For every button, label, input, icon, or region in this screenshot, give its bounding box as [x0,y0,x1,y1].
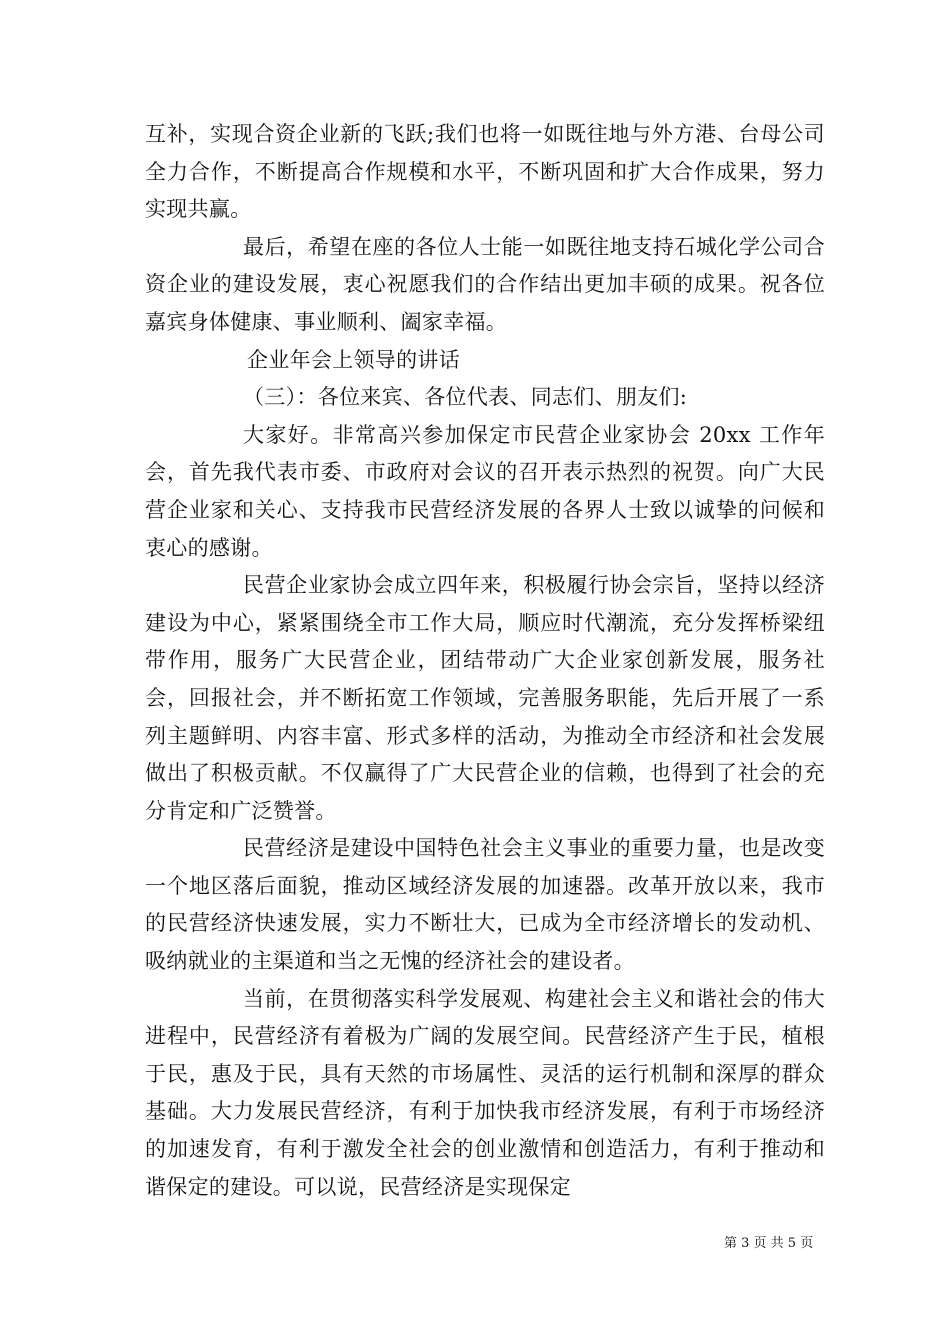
section-title: 企业年会上领导的讲话 [247,347,460,372]
paragraph-private-economy-role: 民营经济是建设中国特色社会主义事业的重要力量，也是改变一个地区落后面貌，推动区域经济发展的加速器。改革开放以来，我市的民营经济快速发展，实力不断壮大，已成为全市经济增长的发动机、吸纳就业的主渠道和当之无愧的经济社会的建设者。 [145,836,825,974]
speech-salutation: （三）：各位来宾、各位代表、同志们、朋友们: [243,385,688,410]
paragraph-continuation: 互补，实现合资企业新的飞跃;我们也将一如既往地与外方港、台母公司全力合作，不断提高合作规模和水平，不断巩固和扩大合作成果，努力实现共赢。 [145,122,825,222]
paragraph-association-achievements: 民营企业家协会成立四年来，积极履行协会宗旨，坚持以经济建设为中心，紧紧围绕全市工作大局，顺应时代潮流，充分发挥桥梁纽带作用，服务广大民营企业，团结带动广大企业家创新发展，服务社会，回报社会，并不断拓宽工作领域，完善服务职能，先后开展了一系列主题鲜明、内容丰富、形式多样的活动，为推动全市经济和社会发展做出了积极贡献。不仅赢得了广大民营企业的信赖，也得到了社会的充分肯定和广泛赞誉。 [145,573,825,823]
page-number: 第 3 页 共 5 页 [724,1236,814,1251]
paragraph-greeting: 大家好。非常高兴参加保定市民营企业家协会 20xx 工作年会，首先我代表市委、市政府对会议的召开表示热烈的祝贺。向广大民营企业家和关心、支持我市民营经济发展的各界人士致以诚挚的问候和衷心的感谢。 [145,422,825,560]
paragraph-development-space: 当前，在贯彻落实科学发展观、构建社会主义和谐社会的伟大进程中，民营经济有着极为广阔的发展空间。民营经济产生于民，植根于民，惠及于民，具有天然的市场属性、灵活的运行机制和深厚的群众基础。大力发展民营经济，有利于加快我市经济发展，有利于市场经济的加速发育，有利于激发全社会的创业激情和创造活力，有利于推动和谐保定的建设。可以说，民营经济是实现保定 [145,986,825,1199]
document-body [145,116,825,1206]
paragraph-closing-wishes: 最后，希望在座的各位人士能一如既往地支持石城化学公司合资企业的建设发展，衷心祝愿我们的合作结出更加丰硕的成果。祝各位嘉宾身体健康、事业顺利、阖家幸福。 [145,234,825,334]
